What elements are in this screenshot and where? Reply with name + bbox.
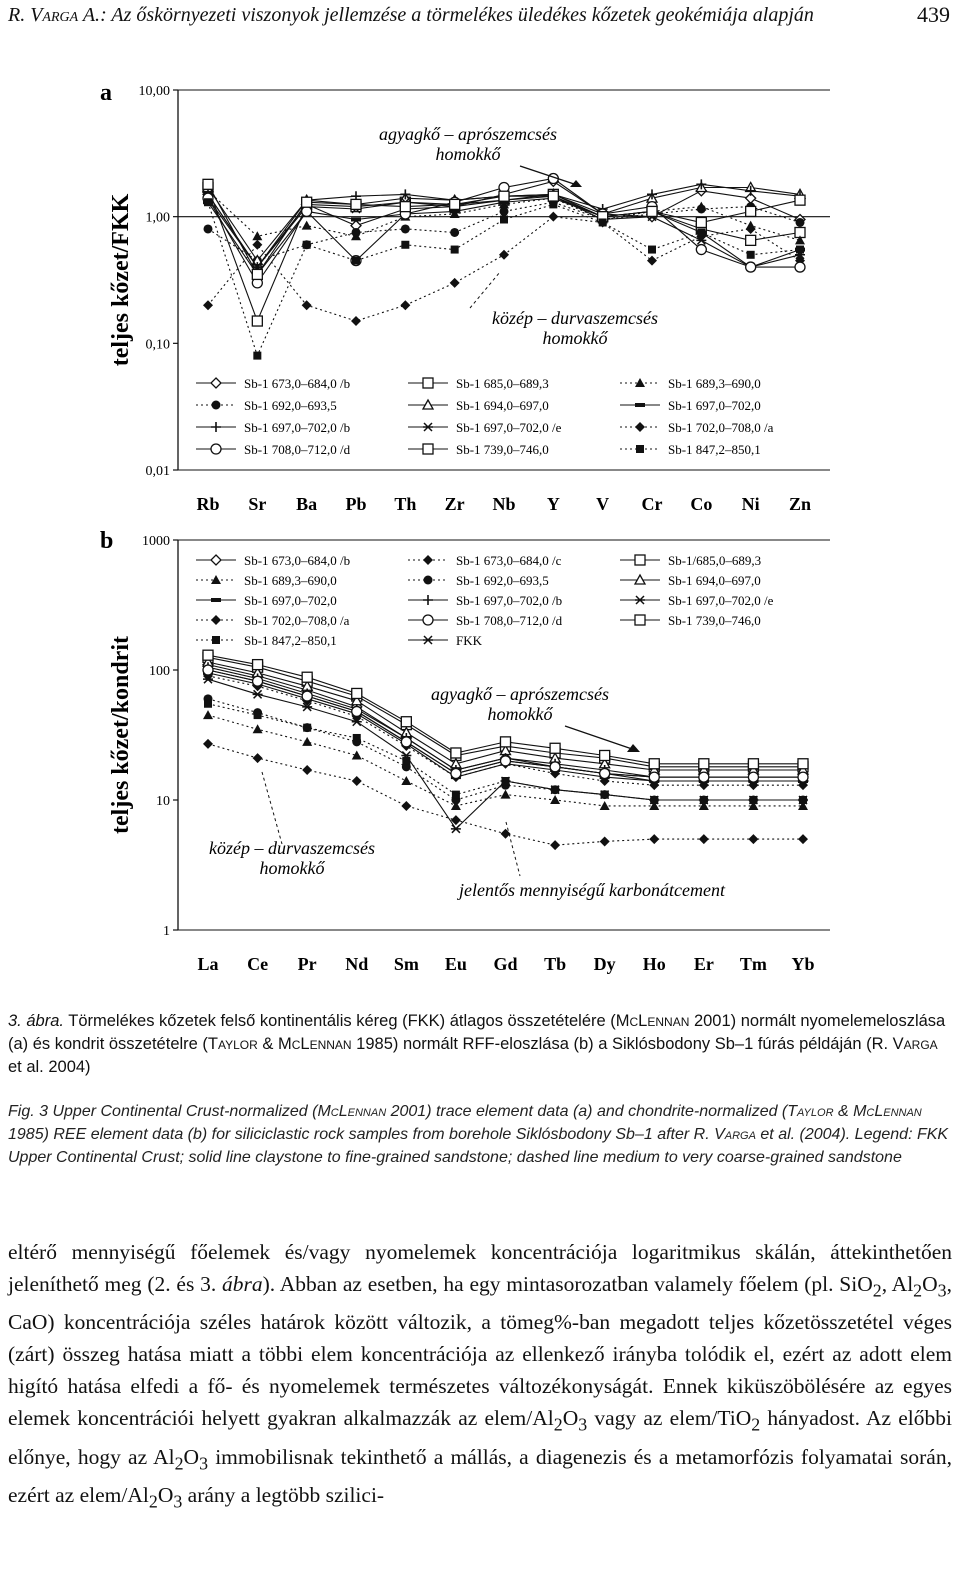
legend-item-sb-1-702-0-708-0-a — [196, 613, 350, 628]
data-point-nb — [499, 191, 509, 201]
data-point-gd — [501, 737, 511, 747]
legend-label: Sb-1 689,3–690,0 — [244, 573, 337, 588]
body-seg-3: , Al — [881, 1272, 914, 1296]
legend-marker — [635, 422, 645, 432]
x-tick-label-eu: Eu — [444, 954, 467, 974]
panel-a — [100, 80, 830, 514]
body-sub: 2 — [751, 1414, 761, 1435]
legend-marker — [423, 423, 433, 431]
x-tick-label-ba: Ba — [296, 494, 318, 514]
data-point-sm — [401, 776, 411, 785]
x-tick-label-la: La — [197, 954, 219, 974]
legend-label: Sb-1 847,2–850,1 — [244, 633, 337, 648]
data-point-nd — [353, 734, 361, 742]
data-point-ni — [746, 224, 756, 234]
running-header — [8, 0, 950, 34]
caption-hu-part4: et al. 2004) — [8, 1058, 91, 1076]
data-point-zr — [450, 228, 459, 237]
x-tick-label-th: Th — [394, 494, 417, 514]
data-point-dy — [600, 768, 610, 778]
data-point-ho — [649, 759, 659, 769]
data-point-rb — [203, 179, 213, 189]
data-point-y — [548, 212, 558, 222]
legend-marker — [635, 555, 645, 565]
legend-item-sb-1-708-0-712-0-d — [408, 613, 563, 628]
page-number: 439 — [917, 2, 950, 27]
data-point-ba — [303, 241, 311, 249]
data-point-sm — [401, 717, 411, 727]
legend-item-sb-1-697-0-702-0 — [196, 593, 337, 608]
annotation-fine-line1: agyagkő – aprószemcsés — [379, 124, 557, 144]
legend-label: Sb-1/685,0–689,3 — [668, 553, 762, 568]
annotation-carbonate: jelentős mennyiségű karbonátcement — [459, 880, 725, 900]
body-sub: 2 — [174, 1452, 184, 1473]
x-tick-label-ce: Ce — [247, 954, 269, 974]
body-seg-12: arány a legtöbb szilici- — [182, 1482, 385, 1507]
legend-item-sb-1-697-0-702-0-b — [196, 420, 350, 435]
legend-label: Sb-1 673,0–684,0 /c — [456, 553, 562, 568]
header-author: R. Varga A. — [8, 4, 101, 26]
legend-label: Sb-1 739,0–746,0 — [668, 613, 761, 628]
data-point-la — [203, 650, 213, 660]
x-tick-label-pb: Pb — [345, 494, 367, 514]
legend-marker — [423, 615, 433, 625]
annotation-b-coarse-line2: homokkő — [259, 858, 325, 878]
data-point-nd — [352, 688, 362, 698]
panel-a-legend — [196, 376, 774, 457]
data-point-ni — [747, 251, 755, 259]
legend-item-sb-1-673-0-684-0-c — [408, 553, 562, 568]
body-seg-6: O — [562, 1406, 579, 1431]
panel-b-coarse-annotation — [209, 772, 375, 878]
data-point-la — [204, 700, 212, 708]
data-point-ni — [746, 206, 756, 216]
y-tick-label: 0,01 — [145, 464, 170, 479]
data-point-pb — [352, 257, 360, 265]
legend-marker — [635, 615, 645, 625]
data-point-ce — [253, 660, 263, 670]
data-point-nb — [500, 215, 508, 223]
y-tick-label: 10,00 — [138, 84, 170, 99]
panel-b-fine-annotation — [431, 684, 640, 752]
data-point-cr — [647, 206, 657, 216]
x-tick-label-sr: Sr — [248, 494, 267, 514]
data-point-th — [401, 241, 409, 249]
body-sub: 3 — [199, 1452, 209, 1473]
caption-hu-part3: 1985) normált RFF-eloszlása (b) a Siklósbodony Sb–1 fúrás példáján (R. — [351, 1035, 893, 1053]
body-seg-9: O — [183, 1444, 200, 1469]
annotation-b-fine-line2: homokkő — [487, 704, 553, 724]
legend-marker — [211, 615, 221, 625]
data-point-v — [599, 218, 607, 226]
data-point-gd — [501, 756, 511, 766]
data-point-pb — [351, 217, 361, 221]
caption-en-mclennan-2: McLennan — [853, 1103, 922, 1120]
data-point-cr — [647, 256, 657, 266]
legend-label: Sb-1 739,0–746,0 — [456, 442, 549, 457]
data-point-dy — [600, 801, 610, 810]
data-point-pb — [351, 199, 361, 209]
data-point-nb — [499, 250, 509, 260]
y-tick-label: 1 — [163, 924, 170, 939]
data-point-rb — [203, 300, 213, 310]
caption-hu-amp: & — [257, 1035, 278, 1053]
data-point-zn — [796, 246, 804, 254]
caption-hu-part1: Törmelékes kőzetek felső kontinentális kéreg (FKK) átlagos összetételére ( — [63, 1012, 616, 1030]
body-sub: 2 — [553, 1414, 563, 1435]
data-point-pb — [352, 228, 361, 237]
data-point-er — [699, 834, 709, 844]
data-point-rb — [204, 198, 212, 206]
body-seg-11: O — [157, 1482, 174, 1507]
annotation-b-coarse-leader — [262, 772, 282, 844]
data-point-th — [400, 300, 410, 310]
caption-hu-mclennan-2: McLennan — [277, 1035, 352, 1053]
legend-item-sb-1-739-0-746-0 — [620, 613, 761, 628]
y-tick-label: 100 — [149, 664, 170, 679]
legend-label: Sb-1 697,0–702,0 /e — [668, 593, 774, 608]
legend-item-sb-1-692-0-693-5 — [196, 398, 337, 413]
data-point-tb — [550, 795, 560, 804]
data-point-th — [400, 202, 410, 212]
x-tick-label-nb: Nb — [492, 494, 516, 514]
legend-item-sb-1-702-0-708-0-a — [620, 420, 774, 435]
running-header-title — [8, 4, 814, 27]
data-point-ce — [253, 690, 263, 698]
annotation-b-coarse-line1: közép – durvaszemcsés — [209, 838, 375, 858]
panel-a-label: a — [100, 80, 112, 106]
data-point-ho — [649, 834, 659, 844]
legend-item-sb-1-847-2-850-1 — [196, 633, 337, 648]
x-tick-label-dy: Dy — [593, 954, 616, 974]
body-sub: 2 — [913, 1280, 923, 1301]
caption-hu-taylor: Taylor — [207, 1035, 258, 1053]
data-point-pr — [302, 672, 312, 682]
legend-marker — [423, 378, 433, 388]
annotation-coarse-line2: homokkő — [542, 328, 608, 348]
panel-b-label: b — [100, 528, 114, 554]
legend-marker — [635, 403, 645, 407]
legend-label: Sb-1 697,0–702,0 /b — [456, 593, 563, 608]
x-tick-label-nd: Nd — [345, 954, 369, 974]
data-point-eu — [451, 825, 461, 833]
legend-label: Sb-1 697,0–702,0 /b — [244, 420, 351, 435]
data-point-zr — [450, 199, 460, 209]
data-point-ce — [253, 753, 263, 763]
figure-3 — [0, 60, 960, 990]
body-paragraph — [8, 1236, 952, 1517]
legend-item-sb-1-697-0-702-0-e — [620, 593, 774, 608]
x-tick-label-rb: Rb — [196, 494, 220, 514]
legend-item-sb-1-689-3-690-0 — [620, 376, 761, 391]
data-point-sm — [401, 801, 411, 811]
legend-item-sb-1-692-0-693-5 — [408, 573, 549, 588]
legend-item-sb-1-694-0-697-0 — [408, 398, 549, 413]
data-point-ce — [253, 724, 263, 733]
data-point-y — [548, 191, 558, 201]
x-tick-label-y: Y — [546, 494, 560, 514]
data-point-zn — [795, 195, 805, 205]
legend-label: Sb-1 685,0–689,3 — [456, 376, 549, 391]
data-point-sm — [401, 737, 411, 747]
legend-marker — [423, 444, 433, 454]
data-point-er — [699, 772, 709, 782]
data-point-la — [203, 739, 213, 749]
data-point-eu — [452, 791, 460, 799]
caption-en-part2: 2001) trace element data (a) and chondrite-normalized ( — [386, 1103, 788, 1120]
legend-marker — [424, 576, 433, 585]
data-point-ho — [649, 772, 659, 782]
y-tick-label: 1000 — [142, 534, 170, 549]
x-tick-label-er: Er — [693, 954, 714, 974]
legend-label: Sb-1 697,0–702,0 — [244, 593, 337, 608]
legend-item-sb-1-689-3-690-0 — [196, 573, 337, 588]
data-point-tb — [550, 840, 560, 850]
caption-hu-mclennan-1: McLennan — [615, 1012, 690, 1030]
legend-label: Sb-1 673,0–684,0 /b — [244, 376, 351, 391]
caption-en-part3: 1985) REE element data (b) for siliciclastic rock samples from borehole Siklósbodony Sb–1 after R. — [8, 1126, 715, 1143]
legend-label: Sb-1 673,0–684,0 /b — [244, 553, 351, 568]
legend-label: Sb-1 697,0–702,0 — [668, 398, 761, 413]
data-point-tm — [748, 759, 758, 769]
body-seg-5: , CaO) koncentrációja széles határok között változik, a tömeg%-ban megadott teljes kőzetösszetétel véges (zárt) összeg hatása miatt a többi elem koncentrációja az ellenkező irányba tolódik el, ezért az adott elem higító hatása elfedi a fő- és nyomelemek természetes változékonyságát. Ennek kiküszöbölésére az egyes elemek koncentrációi helyett gyakran alkalmazzák az elem/Al — [8, 1272, 952, 1431]
legend-item-sb-1-694-0-697-0 — [620, 573, 761, 588]
legend-marker — [211, 598, 221, 602]
legend-marker — [636, 445, 644, 453]
panel-b-carbonate-annotation — [457, 822, 726, 900]
series-line — [208, 217, 800, 321]
data-point-zr — [450, 278, 460, 288]
data-point-ba — [302, 197, 312, 207]
x-tick-label-v: V — [596, 494, 610, 514]
data-point-la — [203, 710, 213, 719]
data-point-yb — [798, 759, 808, 769]
caption-en-varga: Varga — [714, 1126, 756, 1143]
annotation-carbonate-leader — [506, 822, 520, 876]
data-point-th — [401, 224, 410, 233]
body-text — [8, 1236, 952, 1517]
data-point-ni — [746, 235, 756, 245]
x-tick-label-zr: Zr — [444, 494, 465, 514]
data-point-nb — [500, 207, 509, 216]
data-point-ba — [302, 221, 312, 230]
body-sub: 3 — [173, 1491, 183, 1512]
x-tick-label-ni: Ni — [741, 494, 760, 514]
legend-marker — [211, 422, 221, 432]
annotation-coarse-leader — [470, 272, 500, 308]
body-seg-2: ). Abban az esetben, ha egy mintasorozatban valamely főelem (pl. SiO — [262, 1272, 873, 1296]
data-point-pr — [302, 691, 312, 701]
data-point-pr — [303, 724, 311, 732]
data-point-pr — [302, 737, 312, 746]
legend-marker — [212, 401, 221, 410]
annotation-fine-line2: homokkő — [435, 144, 501, 164]
legend-label: Sb-1 694,0–697,0 — [668, 573, 761, 588]
legend-label: Sb-1 692,0–693,5 — [456, 573, 549, 588]
body-sub: 3 — [578, 1414, 588, 1435]
y-tick-label: 0,10 — [145, 337, 170, 353]
legend-item-sb-1-847-2-850-1 — [620, 442, 761, 457]
header-title: : Az őskörnyezeti viszonyok jellemzése a törmelékes üledékes kőzetek geokémiája alapján — [100, 4, 814, 26]
data-point-y — [549, 200, 557, 208]
legend-label: Sb-1 694,0–697,0 — [456, 398, 549, 413]
legend-marker — [211, 555, 221, 565]
body-seg-7: vagy az elem/TiO — [587, 1406, 752, 1431]
data-point-co — [696, 217, 706, 227]
caption-hu-varga: Varga — [892, 1035, 938, 1053]
y-tick-label: 1,00 — [145, 210, 170, 226]
legend-item-fkk — [408, 633, 483, 648]
data-point-zn — [795, 262, 805, 272]
legend-marker — [635, 596, 645, 604]
legend-item-sb-1-697-0-702-0-b — [408, 593, 562, 608]
data-point-cr — [648, 246, 656, 254]
data-point-dy — [600, 836, 610, 846]
legend-marker — [423, 595, 433, 605]
data-point-co — [697, 204, 706, 213]
legend-label: Sb-1 697,0–702,0 /e — [456, 420, 562, 435]
x-tick-label-pr: Pr — [297, 954, 317, 974]
caption-label: 3. ábra. — [8, 1012, 64, 1030]
data-point-gd — [501, 790, 511, 799]
data-point-la — [203, 665, 213, 675]
data-point-yb — [798, 834, 808, 844]
data-point-eu — [451, 748, 461, 758]
data-point-sr — [252, 269, 262, 279]
data-point-tb — [550, 762, 560, 772]
body-sub: 3 — [937, 1280, 947, 1301]
data-point-yb — [798, 772, 808, 782]
legend-label: Sb-1 689,3–690,0 — [668, 376, 761, 391]
legend-label: Sb-1 692,0–693,5 — [244, 398, 337, 413]
data-point-dy — [600, 750, 610, 760]
caption-en-mclennan-1: McLennan — [317, 1103, 387, 1120]
body-seg-4: O — [922, 1272, 938, 1296]
caption-en-part4: et al. (2004). Legend: FKK Upper Continental Crust; solid line claystone to fine-grained sandstone; dashed line medium to very coarse-grained sandstone — [8, 1126, 949, 1166]
legend-item-sb-1-685-0-689-3 — [408, 376, 549, 391]
data-point-ce — [253, 676, 263, 686]
data-point-ni — [746, 262, 756, 272]
x-tick-label-co: Co — [690, 494, 713, 514]
legend-label: Sb-1 847,2–850,1 — [668, 442, 761, 457]
data-point-co — [696, 245, 706, 255]
data-point-zn — [796, 218, 805, 227]
annotation-b-fine-line1: agyagkő – aprószemcsés — [431, 684, 609, 704]
legend-marker — [211, 378, 221, 388]
data-point-sr — [252, 240, 262, 250]
legend-item-sb-1-739-0-746-0 — [408, 442, 549, 457]
y-axis-label: teljes kőzet/FKK — [108, 193, 134, 367]
figure-caption-english — [8, 1100, 952, 1169]
body-seg-8: hányadost. Az előbbi előnye, hogy az Al — [8, 1406, 952, 1469]
annotation-b-fine-arrow — [565, 726, 635, 750]
legend-label: Sb-1 708,0–712,0 /d — [456, 613, 563, 628]
x-tick-label-tm: Tm — [739, 954, 767, 974]
x-tick-label-cr: Cr — [641, 494, 663, 514]
legend-item-sb-1-673-0-684-0-b — [196, 553, 350, 568]
data-point-pb — [351, 316, 361, 326]
caption-hu-part2: 2001) normált nyomelemeloszlása (a) és kondrit összetételre ( — [8, 1012, 946, 1053]
legend-marker — [423, 555, 433, 565]
data-point-co — [697, 228, 705, 236]
data-point-rb — [204, 224, 213, 233]
legend-item-sb-1-697-0-702-0-e — [408, 420, 562, 435]
data-point-nd — [352, 706, 362, 716]
body-seg-1: eltérő mennyiségű főelemek és/vagy nyomelemek koncentrációja logaritmikus skálán, áttekinthetően jeleníthető meg (2. és 3. — [8, 1240, 952, 1296]
data-point-zr — [451, 246, 459, 254]
legend-marker — [211, 444, 221, 454]
body-seg-10: immobilisnak tekinthető a mállás, a diagenezis és a metamorfózis folyamatai során, ezért az elem/Al — [8, 1444, 952, 1507]
panel-a-coarse-annotation — [470, 272, 658, 348]
data-point-tm — [748, 834, 758, 844]
legend-label: Sb-1 708,0–712,0 /d — [244, 442, 351, 457]
body-sub: 2 — [148, 1491, 158, 1512]
legend-label: FKK — [456, 633, 483, 648]
caption-en-amp: & — [833, 1103, 854, 1120]
annotation-coarse-line1: közép – durvaszemcsés — [492, 308, 658, 328]
legend-marker — [423, 636, 433, 644]
data-point-eu — [451, 768, 461, 778]
data-point-sr — [253, 352, 261, 360]
x-tick-label-sm: Sm — [393, 954, 419, 974]
legend-item-sb-1-673-0-684-0-b — [196, 376, 350, 391]
legend-marker — [212, 636, 220, 644]
y-axis-label: teljes kőzet/kondrit — [108, 636, 134, 834]
y-tick-label: 10 — [156, 794, 170, 809]
legend-label: Sb-1 702,0–708,0 /a — [244, 613, 350, 628]
data-point-ce — [254, 711, 262, 719]
body-figure-ref: ábra — [222, 1272, 263, 1296]
x-tick-label-ho: Ho — [642, 954, 666, 974]
figure-caption-hungarian — [8, 1010, 952, 1079]
data-point-nd — [352, 776, 362, 786]
panel-b-legend — [196, 553, 774, 648]
body-sub: 2 — [872, 1280, 882, 1301]
x-tick-label-tb: Tb — [544, 954, 567, 974]
data-point-tm — [748, 772, 758, 782]
panel-b-series — [203, 650, 808, 850]
x-tick-label-yb: Yb — [791, 954, 815, 974]
data-point-tb — [550, 743, 560, 753]
legend-item-sb-1-685-0-689-3 — [620, 553, 761, 568]
legend-item-sb-1-697-0-702-0 — [620, 398, 761, 413]
caption-en-taylor: Taylor — [787, 1103, 834, 1120]
legend-item-sb-1-708-0-712-0-d — [196, 442, 351, 457]
panel-a-series — [203, 174, 805, 360]
data-point-sr — [252, 316, 262, 326]
legend-label: Sb-1 702,0–708,0 /a — [668, 420, 774, 435]
data-point-er — [699, 759, 709, 769]
caption-en-part1: Fig. 3 Upper Continental Crust-normalized ( — [8, 1103, 318, 1120]
data-point-pr — [302, 765, 312, 775]
x-tick-label-zn: Zn — [788, 494, 812, 514]
x-tick-label-gd: Gd — [493, 954, 518, 974]
panel-b — [100, 528, 830, 974]
